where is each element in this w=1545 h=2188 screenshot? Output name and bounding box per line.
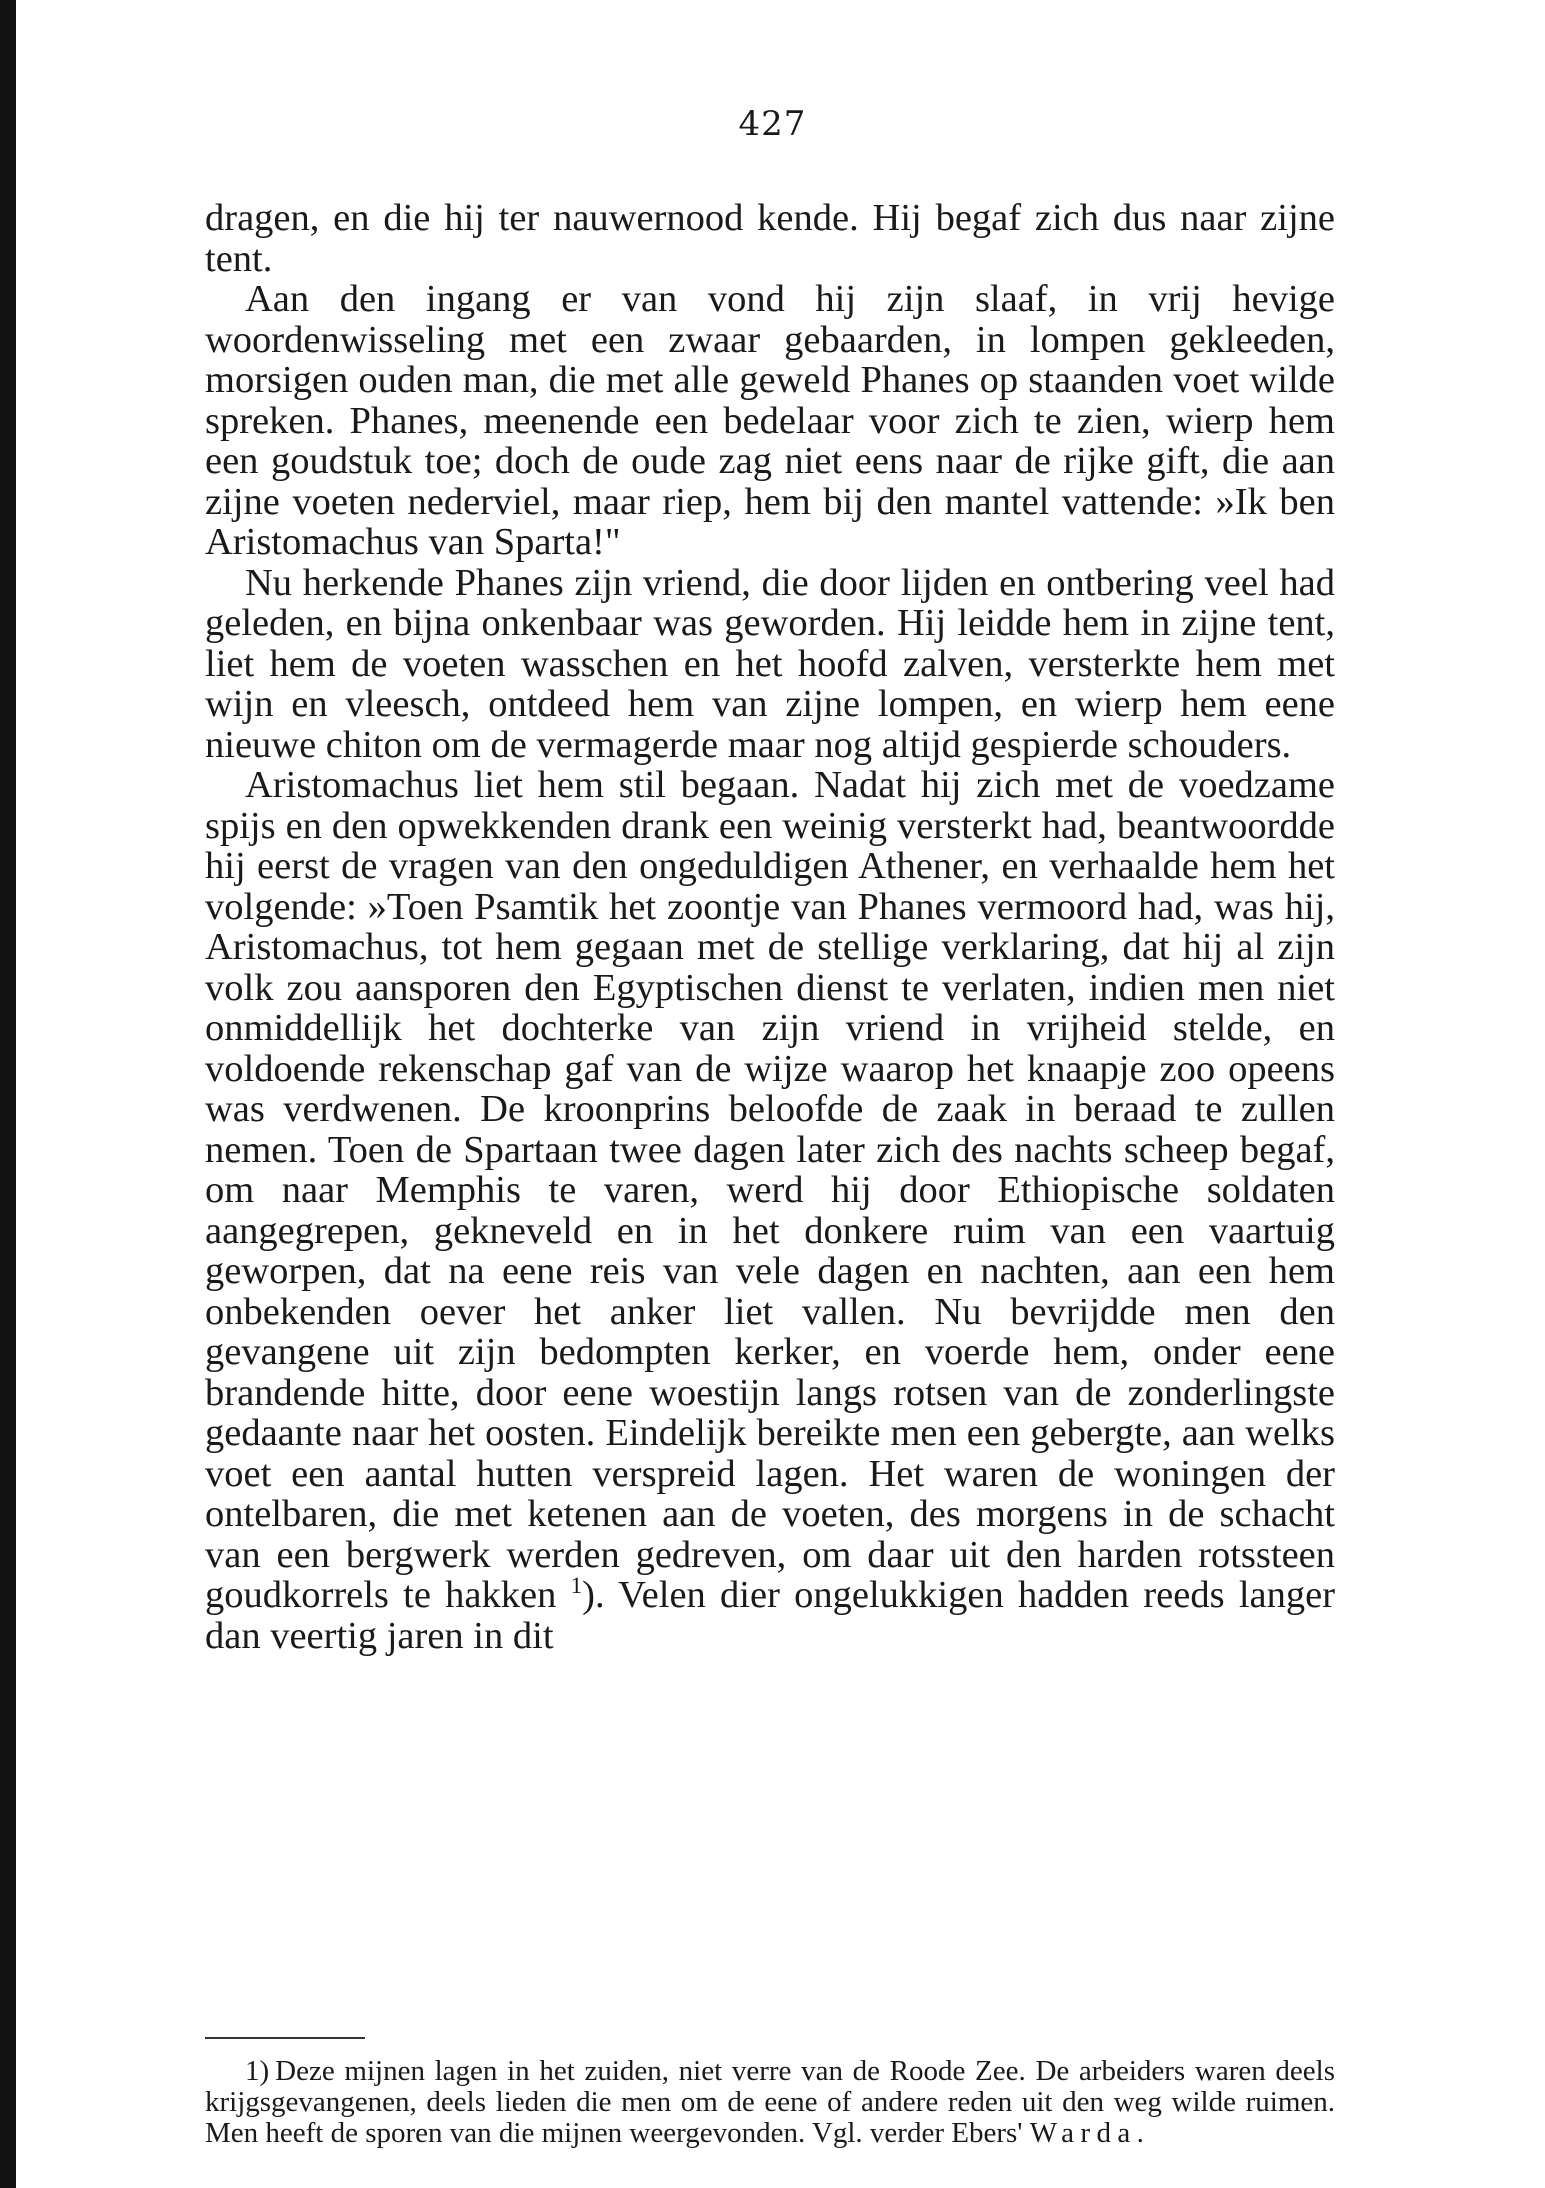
footnote-divider [205, 2037, 365, 2039]
paragraph-aristomachus-arrival: Aan den ingang er van vond hij zijn slaaf, in vrij hevige woordenwisseling met een zwaar gebaarden, in lompen gekleeden, morsigen ouden man, die met alle geweld Phanes op staanden voet wilde spreken. Phanes, meenende een bedelaar voor zich te zien, wierp hem een goudstuk toe; doch de oude zag niet eens naar de rijke gift, die aan zijne voeten nederviel, maar riep, hem bij den mantel vattende: »Ik ben Aristomachus van Sparta!" [205, 278, 1335, 563]
body-text [205, 198, 1335, 1656]
story-text: Aristomachus liet hem stil begaan. Nadat hij zich met de voedzame spijs en den opwekkenden drank een weinig versterkt had, beantwoordde hij eerst de vragen van den ongeduldigen Athener, en verhaalde hem het volgende: »Toen Psamtik het zoontje van Phanes vermoord had, was hij, Aristomachus, tot hem gegaan met de stellige verklaring, dat hij al zijn volk zou aansporen den Egyptischen dienst te verlaten, indien men niet onmiddellijk het dochterke van zijn vriend in vrijheid stelde, en voldoende rekenschap gaf van de wijze waarop het knaapje zoo opeens was verdwenen. De kroonprins beloofde de zaak in beraad te zullen nemen. Toen de Spartaan twee dagen later zich des nachts scheep begaf, om naar Memphis te varen, werd hij door Ethiopische soldaten aangegrepen, gekneveld en in het donkere ruim van een vaartuig geworpen, dat na eene reis van vele dagen en nachten, aan een hem onbekenden oever het anker liet vallen. Nu bevrijdde men den gevangene uit zijn bedompten kerker, en voerde hem, onder eene brandende hitte, door eene woestijn langs rotsen van de zonderlingste gedaante naar het oosten. Eindelijk bereikte men een gebergte, aan welks voet een aantal hutten verspreid lagen. Het waren de woningen der ontelbaren, die met ketenen aan de voeten, des morgens in de schacht van een bergwerk werden gedreven, om daar uit den harden rotssteen goudkorrels te hakken [205, 764, 1335, 1616]
footnote [205, 2056, 1335, 2149]
footnote-book-title: Warda [1029, 2117, 1137, 2149]
page-number: 427 [738, 104, 807, 144]
book-spine-edge [0, 0, 16, 2188]
footnote-marker: 1) [245, 2055, 270, 2087]
paragraph-phanes-recognizes: Nu herkende Phanes zijn vriend, die door lijden en ontbering veel had geleden, en bijna onkenbaar was geworden. Hij leidde hem in zijne tent, liet hem de voeten wasschen en het hoofd zalven, versterkte hem met wijn en vleesch, ontdeed hem van zijne lompen, en wierp hem eene nieuwe chiton om de vermagerde maar nog altijd gespierde schouders. [205, 561, 1335, 766]
footnote-reference: 1 [570, 1572, 583, 1599]
footnote-text: Deze mijnen lagen in het zuiden, niet verre van de Roode Zee. De arbeiders waren deels krijgsgevangenen, deels lieden die men om de eene of andere reden uit den weg wilde ruimen. Men heeft de sporen van die mijnen weergevonden. Vgl. verder Ebers' [205, 2055, 1335, 2149]
paragraph-aristomachus-story [205, 765, 1335, 1656]
story-text-continued: ). Velen dier ongelukkigen hadden reeds langer dan veertig jaren in dit [205, 1574, 1336, 1657]
paragraph-continuation: dragen, en die hij ter nauwernood kende. Hij begaf zich dus naar zijne tent. [205, 197, 1335, 280]
footnote-end: . [1136, 2117, 1144, 2149]
